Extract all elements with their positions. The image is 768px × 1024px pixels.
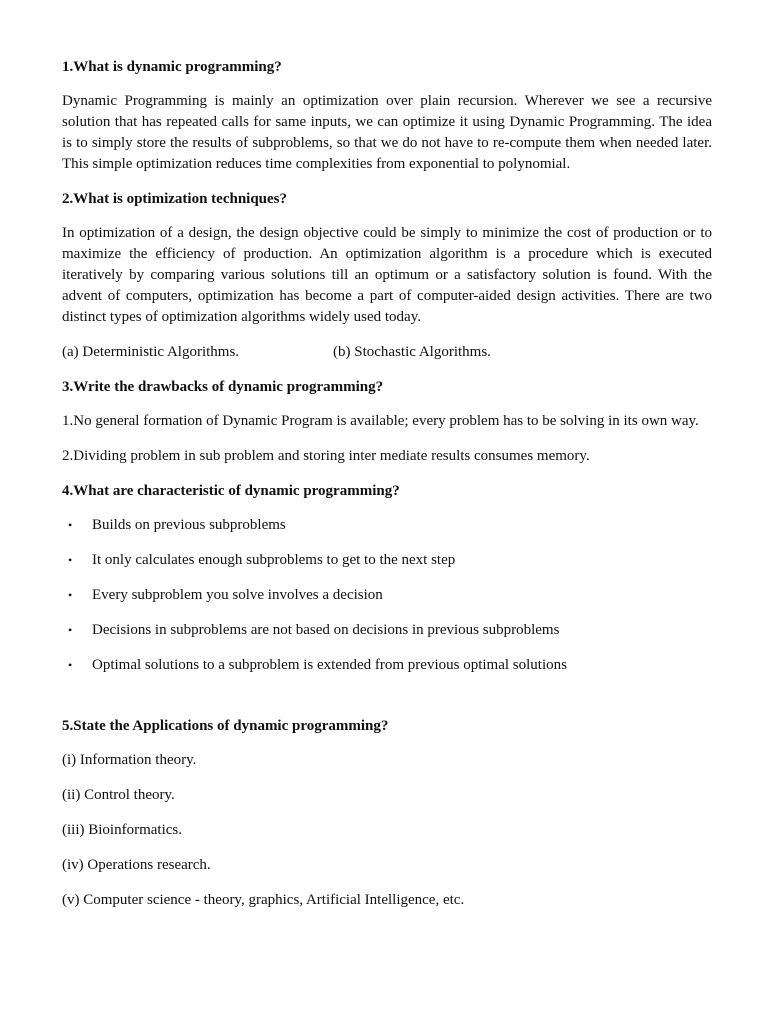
- q3-drawback-1: 1.No general formation of Dynamic Program is available; every problem has to be solving in its own way.: [62, 413, 699, 429]
- list-item-text: Optimal solutions to a subproblem is extended from previous optimal solutions: [92, 657, 567, 673]
- list-item: [62, 515, 712, 536]
- list-item-text: Builds on previous subproblems: [92, 517, 286, 533]
- algorithm-types-row: [62, 342, 712, 363]
- list-item: [62, 655, 712, 676]
- applications-list: [62, 750, 712, 911]
- document-page: [62, 57, 712, 911]
- deterministic-algorithms: (a) Deterministic Algorithms.: [62, 344, 240, 360]
- q1-heading: 1.What is dynamic programming?: [62, 59, 282, 75]
- application-item: (iii) Bioinformatics.: [62, 822, 182, 838]
- bullet-icon: •: [68, 623, 73, 637]
- q2-heading: 2.What is optimization techniques?: [62, 191, 288, 207]
- list-item: [62, 550, 712, 571]
- list-item: [62, 620, 712, 641]
- bullet-icon: •: [68, 588, 73, 602]
- q3-drawback-2: 2.Dividing problem in sub problem and storing inter mediate results consumes memory.: [62, 448, 590, 464]
- q2-answer: In optimization of a design, the design objective could be simply to minimize the cost of production or to maximize the efficiency of production. An optimization algorithm is a procedure which is executed iteratively by comparing various solutions till an optimum or a satisfactory solution is found. With the advent of computers, optimization has become a part of computer-aided design activities. There are two distinct types of optimization algorithms widely used today.: [62, 225, 712, 325]
- application-item: (i) Information theory.: [62, 752, 197, 768]
- q3-heading: 3.Write the drawbacks of dynamic programming?: [62, 379, 384, 395]
- list-item-text: Every subproblem you solve involves a decision: [92, 587, 383, 603]
- application-item: (iv) Operations research.: [62, 857, 211, 873]
- q4-heading: 4.What are characteristic of dynamic programming?: [62, 483, 400, 499]
- application-item: (v) Computer science - theory, graphics, Artificial Intelligence, etc.: [62, 892, 465, 908]
- stochastic-algorithms: (b) Stochastic Algorithms.: [333, 344, 491, 360]
- application-item: (ii) Control theory.: [62, 787, 175, 803]
- list-item-text: Decisions in subproblems are not based on decisions in previous subproblems: [92, 622, 560, 638]
- bullet-icon: •: [68, 553, 73, 567]
- bullet-icon: •: [68, 658, 73, 672]
- characteristics-list: [62, 515, 712, 676]
- list-item-text: It only calculates enough subproblems to get to the next step: [92, 552, 456, 568]
- list-item: [62, 585, 712, 606]
- q5-heading: 5.State the Applications of dynamic programming?: [62, 718, 389, 734]
- bullet-icon: •: [68, 518, 73, 532]
- q1-answer: Dynamic Programming is mainly an optimization over plain recursion. Wherever we see a recursive solution that has repeated calls for same inputs, we can optimize it using Dynamic Programming. The idea is to simply store the results of subproblems, so that we do not have to re-compute them when needed later. This simple optimization reduces time complexities from exponential to polynomial.: [62, 93, 712, 172]
